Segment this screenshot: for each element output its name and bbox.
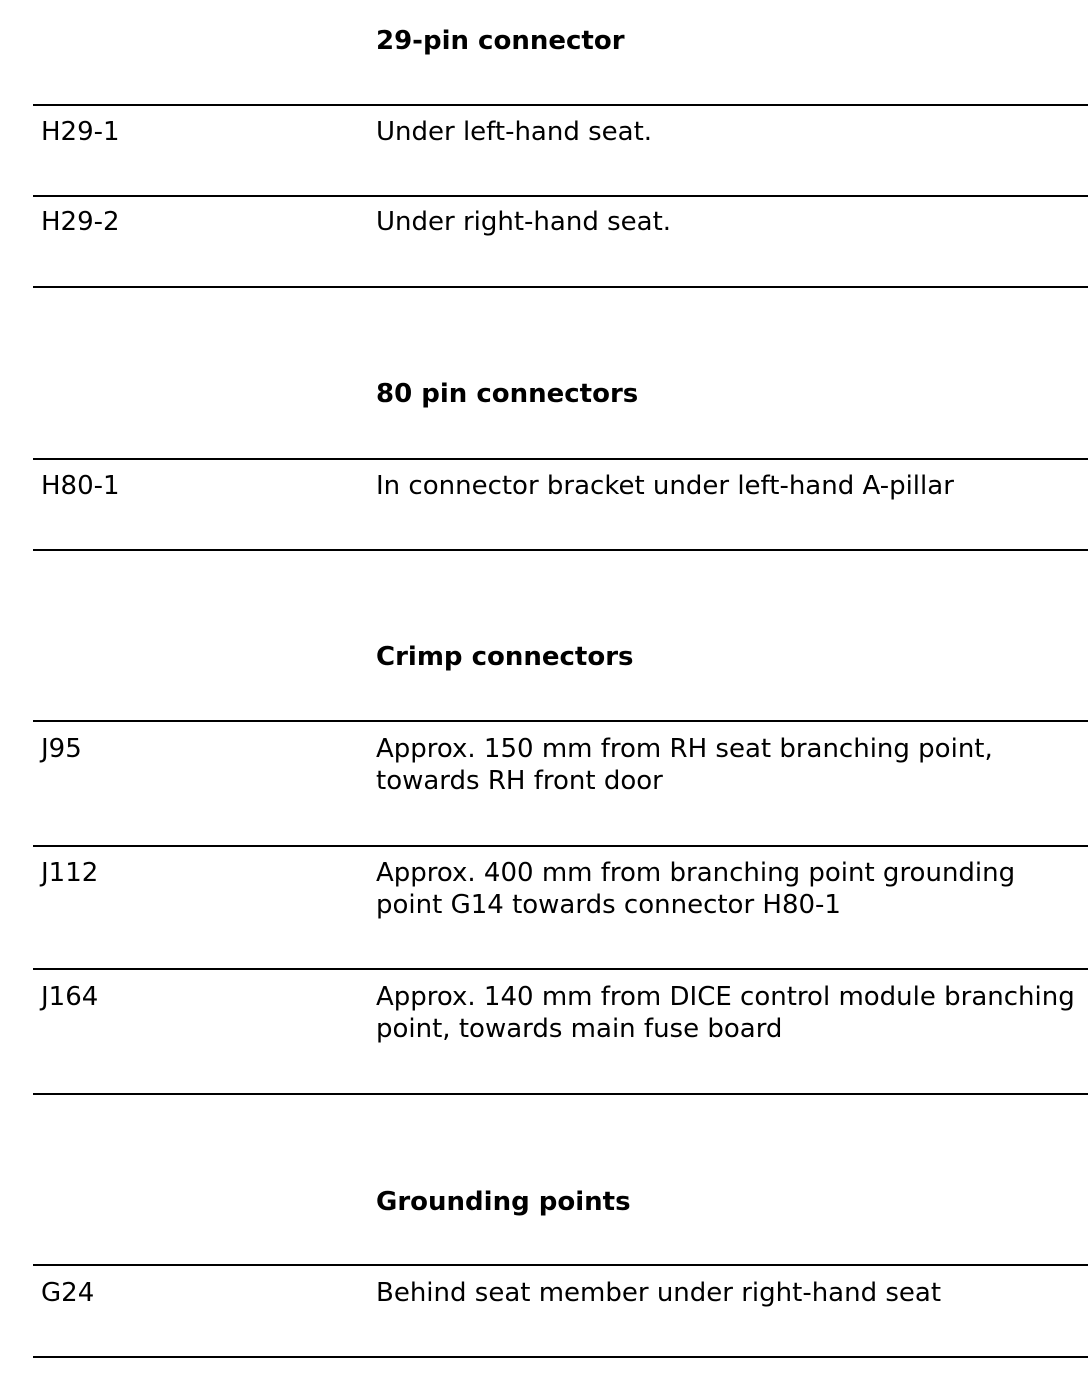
table-row-code: H29-2 (41, 207, 120, 237)
table-row-description: Behind seat member under right-hand seat (376, 1278, 942, 1308)
table-rule (33, 720, 1088, 722)
table-row-description: In connector bracket under left-hand A-pillar (376, 471, 954, 501)
table-rule (33, 286, 1088, 288)
table-rule (33, 968, 1088, 970)
table-row-description: Under left-hand seat. (376, 117, 653, 147)
table-row-code: J112 (41, 858, 99, 888)
table-row-code: H80-1 (41, 471, 120, 501)
table-row-code: G24 (41, 1278, 95, 1308)
table-rule (33, 195, 1088, 197)
table-row-description: Under right-hand seat. (376, 207, 672, 237)
section-heading-80-pin: 80 pin connectors (376, 379, 639, 409)
section-heading-grounding: Grounding points (376, 1187, 631, 1217)
table-rule (33, 1356, 1088, 1358)
table-rule (33, 458, 1088, 460)
table-rule (33, 549, 1088, 551)
table-rule (33, 104, 1088, 106)
table-row-description: Approx. 150 mm from RH seat branching point, towards RH front door (376, 734, 993, 796)
table-rule (33, 1093, 1088, 1095)
table-rule (33, 845, 1088, 847)
section-heading-29-pin: 29-pin connector (376, 26, 625, 56)
table-row-code: J95 (41, 734, 82, 764)
table-row-code: H29-1 (41, 117, 120, 147)
table-row-description: Approx. 140 mm from DICE control module branching point, towards main fuse board (376, 982, 1075, 1044)
table-row-description: Approx. 400 mm from branching point grounding point G14 towards connector H80-1 (376, 858, 1016, 920)
section-heading-crimp: Crimp connectors (376, 642, 634, 672)
table-row-code: J164 (41, 982, 99, 1012)
table-rule (33, 1264, 1088, 1266)
